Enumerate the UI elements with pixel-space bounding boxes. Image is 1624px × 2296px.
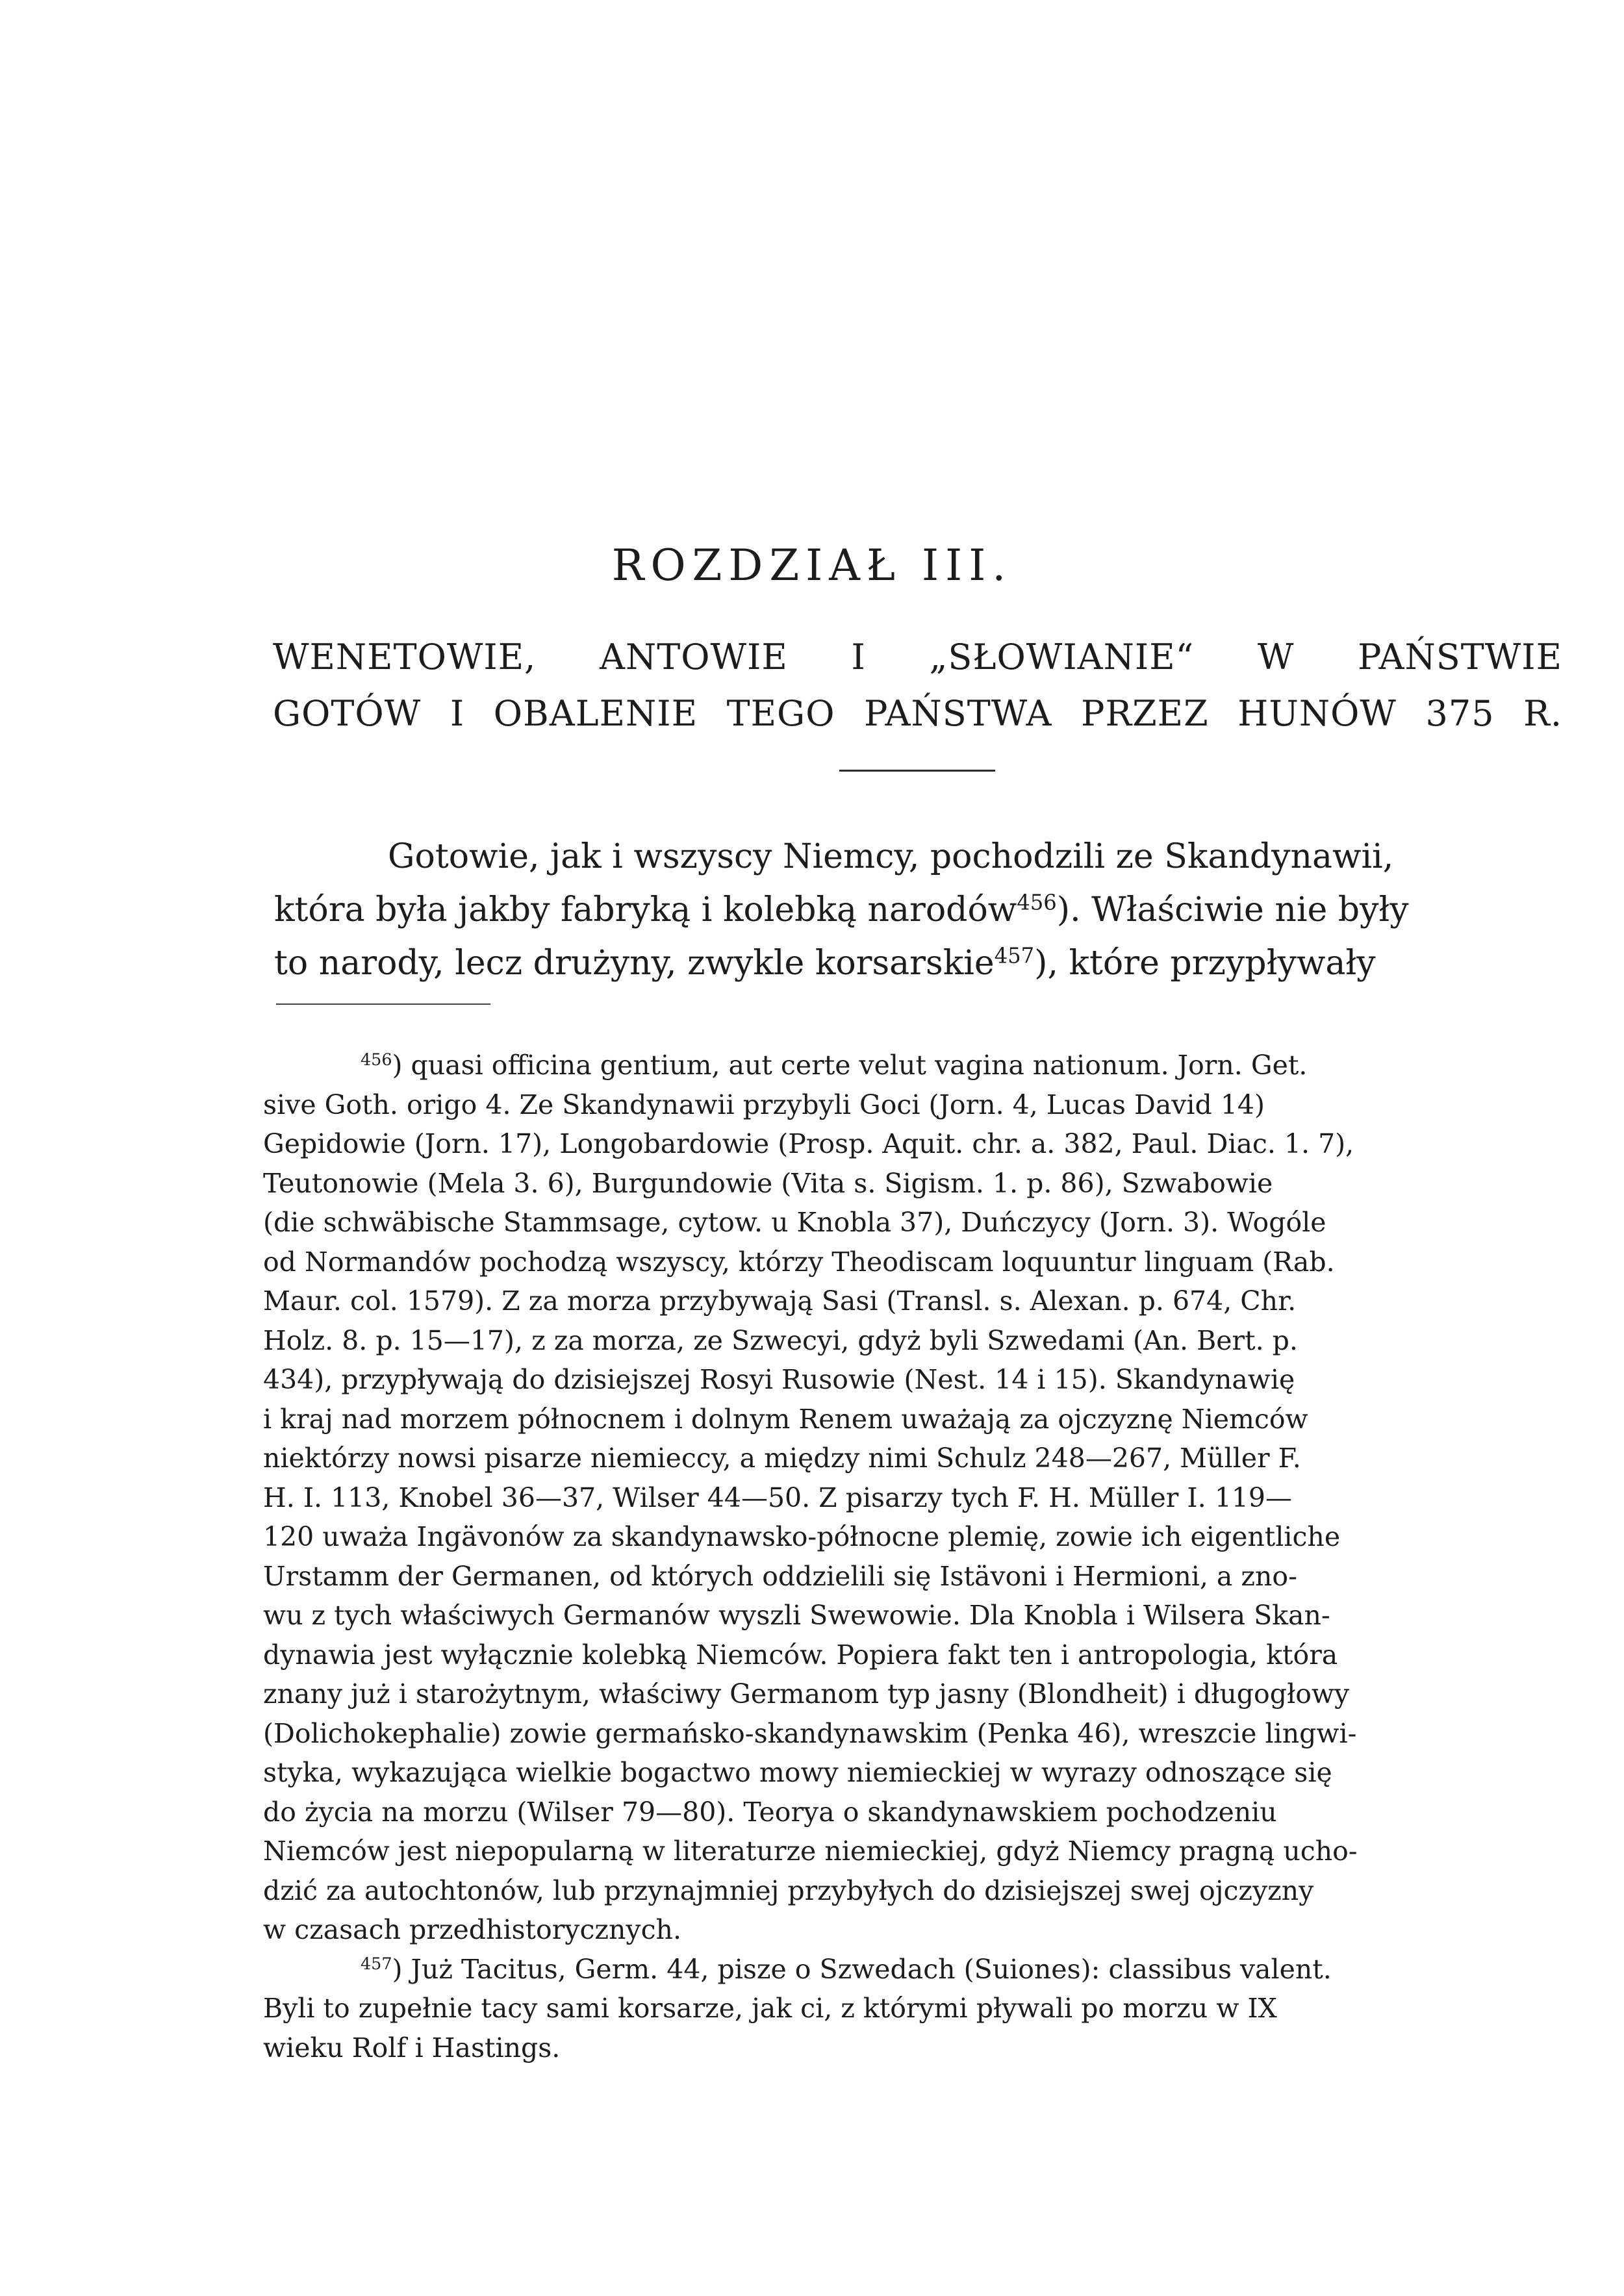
body-line [274,883,1560,937]
footnote-line: Byli to zupełnie tacy sami korsarze, jak ci, z którymi pływali po morzu w IX [263,1993,1277,2024]
footnote-line: dynawia jest wyłącznie kolebką Niemców. Popiera fakt ten i antropologia, która [263,1639,1338,1671]
footnote-line: Gepidowie (Jorn. 17), Longobardowie (Prosp. Aquit. chr. a. 382, Paul. Diac. 1. 7), [263,1128,1354,1159]
chapter-heading: ROZDZIAŁ III. [611,540,1013,590]
footnote-line: sive Goth. origo 4. Ze Skandynawii przybyli Goci (Jorn. 4, Lucas David 14) [263,1089,1265,1120]
footnote-text: ) Już Tacitus, Germ. 44, pisze o Szwedach (Suiones): classibus valent. [392,1953,1332,1985]
body-text-segment: ). Właściwie nie były [1056,890,1409,929]
footnote-marker: 456 [361,1050,392,1070]
chapter-title-line: WENETOWIE, ANTOWIE I „SŁOWIANIE“ W PAŃSTWIE [273,637,1562,677]
footnote-marker: 457 [361,1953,392,1973]
footnote-line: Maur. col. 1579). Z za morza przybywają Sasi (Transl. s. Alexan. p. 674, Chr. [263,1285,1297,1317]
footnote-line: Teutonowie (Mela 3. 6), Burgundowie (Vita s. Sigism. 1. p. 86), Szwabowie [263,1167,1273,1199]
footnote-line: Niemców jest niepopularną w literaturze niemieckiej, gdyż Niemcy pragną ucho- [263,1836,1358,1867]
footnote-line: w czasach przedhistorycznych. [263,1914,681,1945]
chapter-title [273,629,1562,742]
footnote-line: i kraj nad morzem północnem i dolnym Renem uważają za ojczyznę Niemców [263,1403,1308,1435]
chapter-title-line: GOTÓW I OBALENIE TEGO PAŃSTWA PRZEZ HUNÓW 375 R. [273,693,1562,734]
footnote-line [263,1950,1556,1989]
footnote-456 [263,1046,1556,1950]
footnote-line: znany już i starożytnym, właściwy Germanom typ jasny (Blondheit) i długogłowy [263,1678,1350,1709]
footnote-separator [276,1003,490,1005]
footnote-line: do życia na morzu (Wilser 79—80). Teorya o skandynawskiem pochodzeniu [263,1796,1277,1828]
body-line: Gotowie, jak i wszyscy Niemcy, pochodzili ze Skandynawii, [388,837,1394,876]
footnote-line: wieku Rolf i Hastings. [263,2032,561,2063]
footnote-line: niektórzy nowsi pisarze niemieccy, a między nimi Schulz 248—267, Müller F. [263,1443,1301,1474]
footnote-line: (Dolichokephalie) zowie germańsko-skandynawskim (Penka 46), wreszcie lingwi- [263,1717,1357,1749]
footnotes [263,1046,1556,2067]
footnote-text: ) quasi officina gentium, aut certe velut vagina nationum. Jorn. Get. [392,1050,1308,1081]
footnote-line: dzić za autochtonów, lub przynajmniej przybyłych do dzisiejszej swej ojczyzny [263,1874,1314,1906]
footnote-line: Holz. 8. p. 15—17), z za morza, ze Szwecyi, gdyż byli Szwedami (An. Bert. p. [263,1324,1298,1356]
body-paragraph [274,830,1560,990]
footnote-line: 434), przypływają do dzisiejszej Rosyi Rusowie (Nest. 14 i 15). Skandynawię [263,1364,1295,1395]
footnote-line: (die schwäbische Stammsage, cytow. u Knobla 37), Duńczycy (Jorn. 3). Wogóle [263,1207,1326,1238]
footnote-reference-457[interactable]: 457 [994,943,1035,968]
footnote-line: Urstamm der Germanen, od których oddzielili się Istävoni i Hermioni, a zno- [263,1560,1297,1592]
body-text-segment: to narody, lecz drużyny, zwykle korsarskie [274,944,995,983]
footnote-line: wu z tych właściwych Germanów wyszli Swewowie. Dla Knobla i Wilsera Skan- [263,1600,1330,1631]
body-line [274,937,1560,990]
body-text-segment: która była jakby fabryką i kolebką narodów [274,890,1017,929]
footnote-line [263,1046,1556,1085]
footnote-line: styka, wykazująca wielkie bogactwo mowy niemieckiej w wyrazy odnoszące się [263,1757,1332,1788]
footnote-457 [263,1950,1556,2068]
footnote-line: H. I. 113, Knobel 36—37, Wilser 44—50. Z pisarzy tych F. H. Müller I. 119— [263,1482,1292,1513]
footnote-line: 120 uważa Ingävonów za skandynawsko-północne plemię, zowie ich eigentliche [263,1521,1341,1552]
title-divider [839,770,995,772]
footnote-reference-456[interactable]: 456 [1017,890,1057,915]
footnote-line: od Normandów pochodzą wszyscy, którzy Theodiscam loquuntur linguam (Rab. [263,1246,1335,1278]
body-text-segment: ), które przypływały [1034,944,1376,983]
